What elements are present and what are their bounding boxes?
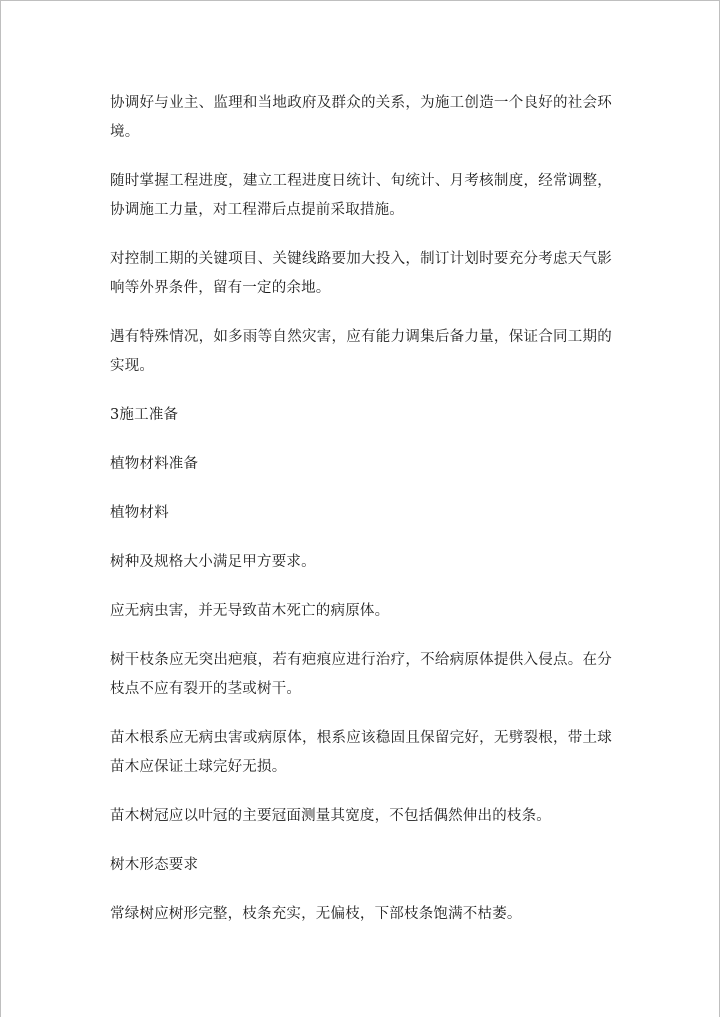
document-body	[110, 89, 612, 949]
paragraph-species-spec: 树种及规格大小满足甲方要求。	[110, 554, 316, 570]
paragraph-special-situations: 遇有特殊情况，如多雨等自然灾害，应有能力调集后备力量，保证合同工期的实现。	[110, 329, 612, 374]
subheading-plant-material-prep: 植物材料准备	[110, 456, 199, 472]
paragraph-trunk-branches: 树干枝条应无突出疤痕，若有疤痕应进行治疗，不给病原体提供入侵点。在分枝点不应有裂开的茎或树干。	[110, 652, 612, 697]
paragraph-key-projects: 对控制工期的关键项目、关键线路要加大投入，制订计划时要充分考虑天气影响等外界条件，留有一定的余地。	[110, 251, 612, 296]
paragraph-root-system: 苗木根系应无病虫害或病原体，根系应该稳固且保留完好，无劈裂根，带土球苗木应保证土球完好无损。	[110, 730, 612, 775]
subheading-plant-material: 植物材料	[110, 505, 169, 521]
section-heading-construction-prep: 3施工准备	[110, 407, 179, 423]
paragraph-social-environment: 协调好与业主、监理和当地政府及群众的关系，为施工创造一个良好的社会环境。	[110, 95, 612, 140]
paragraph-evergreen-form: 常绿树应树形完整，枝条充实，无偏枝，下部枝条饱满不枯萎。	[110, 906, 522, 922]
subheading-tree-form: 树木形态要求	[110, 857, 199, 873]
paragraph-progress-control: 随时掌握工程进度，建立工程进度日统计、旬统计、月考核制度，经常调整，协调施工力量，对工程滞后点提前采取措施。	[110, 173, 612, 218]
paragraph-crown-width: 苗木树冠应以叶冠的主要冠面测量其宽度，不包括偶然伸出的枝条。	[110, 808, 551, 824]
paragraph-no-pests: 应无病虫害，并无导致苗木死亡的病原体。	[110, 603, 390, 619]
